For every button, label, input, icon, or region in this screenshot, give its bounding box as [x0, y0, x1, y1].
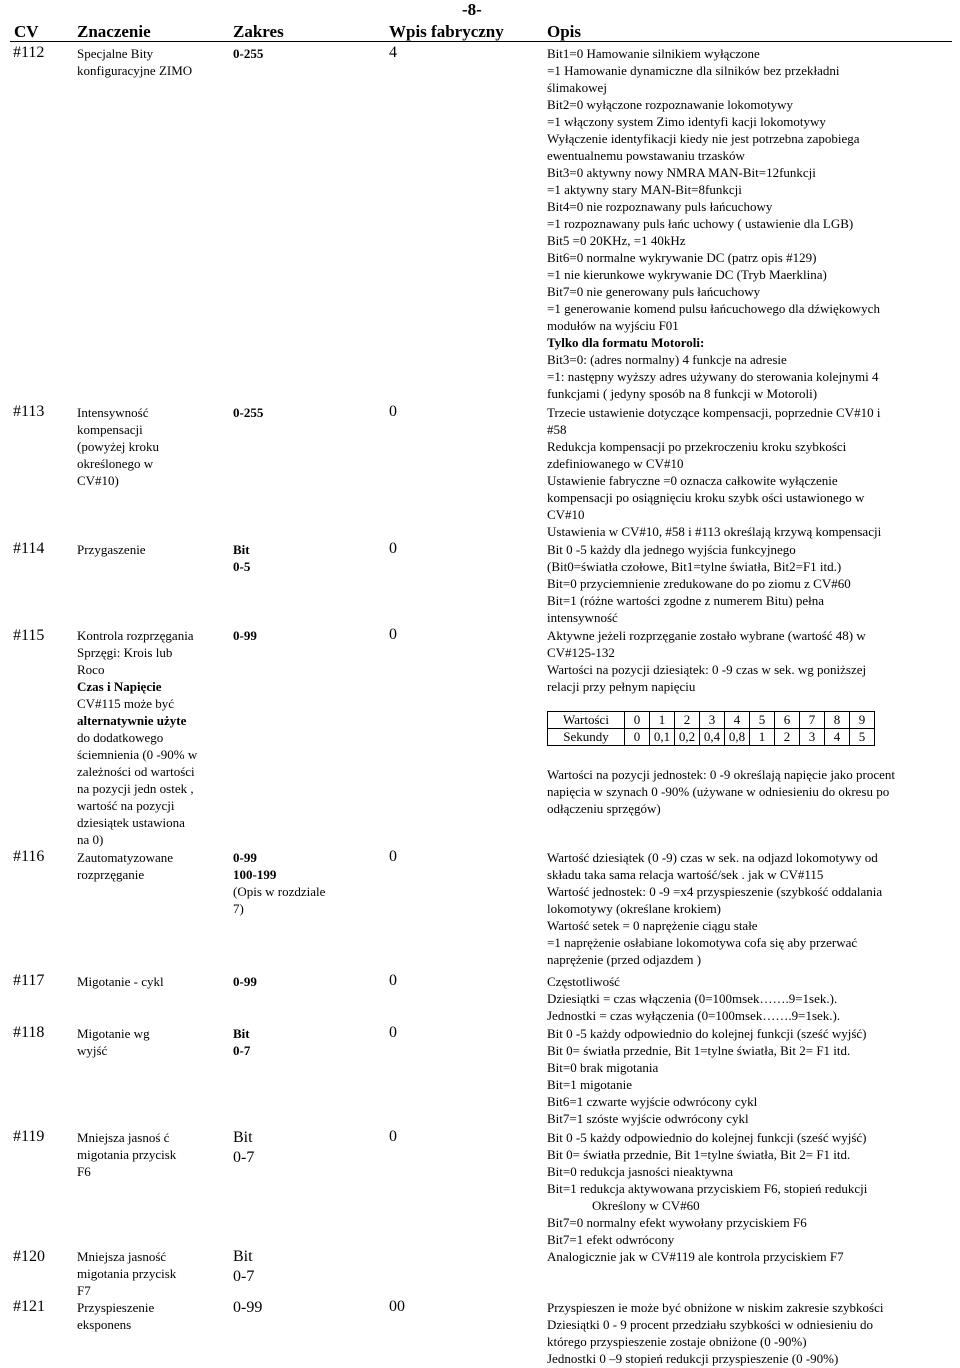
cv-default: 0 [389, 848, 397, 865]
cv-number: #121 [13, 1298, 45, 1315]
cv-description: Aktywne jeżeli rozprzęganie zostało wybrane (wartość 48) w CV#125-132 Wartości na pozycji dziesiątek: 0 -9 czas w sek. wg poniższej relacji przy pełnym napięciu [547, 628, 867, 694]
cv-range: 0-99 [233, 974, 257, 989]
cv-name: Kontrola rozprzęgania Sprzęgi: Krois lub Roco Czas i Napięcie CV#115 może być alternatywnie użyte do dodatkowego ściemnienia (0 -90% w zależności od wartości na pozycji jedn ostek , wartość na pozycji dziesiątek ustawiona na 0) [77, 628, 198, 847]
cv-name: Zautomatyzowane rozprzęganie [77, 850, 174, 882]
header-cv: CV [14, 22, 39, 41]
cv-name: Mniejsza jasnoś ć migotania przycisk F6 [77, 1130, 177, 1179]
cv-range: 0-255 [233, 405, 264, 420]
cv-name: Migotanie - cykl [77, 974, 164, 989]
cv-number: #116 [13, 848, 45, 865]
cv-name: Przygaszenie [77, 542, 146, 557]
cv-number: #117 [13, 972, 45, 989]
cv-number: #113 [13, 403, 45, 420]
cv-name: Migotanie wg wyjść [77, 1026, 150, 1058]
cv-default: 4 [389, 44, 397, 61]
cv-name: Przyspieszenie eksponens [77, 1300, 155, 1332]
cv-number: #120 [13, 1248, 45, 1265]
cv-default: 0 [389, 1128, 397, 1145]
cv-range: 0-255 [233, 46, 264, 61]
header-znaczenie: Znaczenie [77, 22, 151, 41]
cv-default: 00 [389, 1298, 405, 1315]
cv-range: Bit 0-7 [233, 1248, 255, 1285]
header-rule [10, 41, 952, 42]
cv-number: #119 [13, 1128, 45, 1145]
cv-description: Bit 0 -5 każdy odpowiednio do kolejnej funkcji (sześć wyjść) Bit 0= światła przednie, Bit 1=tylne światła, Bit 2= F1 itd. Bit=0 brak migotania Bit=1 migotanie Bit6=1 czwarte wyjście odwrócony cykl Bit7=1 szóste wyjście odwrócony cykl [547, 1026, 867, 1126]
cv-range: 0-99 100-199 (Opis w rozdziale 7) [233, 850, 326, 916]
timing-table [547, 711, 875, 746]
cv-name: Intensywność kompensacji (powyżej kroku określonego w CV#10) [77, 405, 159, 488]
cv-name: Specjalne Bity konfiguracyjne ZIMO [77, 46, 193, 78]
header-opis: Opis [547, 22, 582, 41]
cv-number: #115 [13, 627, 45, 644]
cv-range: 0-99 [233, 628, 257, 643]
cv-name: Mniejsza jasność migotania przycisk F7 [77, 1249, 177, 1298]
cv-description: Wartość dziesiątek (0 -9) czas w sek. na odjazd lokomotywy od składu taka sama relacja wartość/sek . jak w CV#115 Wartość jednostek: 0 -9 =x4 przyspieszenie (szybkość oddalania lokomotywy (określane krokiem) Wartość setek = 0 naprężenie ciągu stałe =1 naprężenie osłabiane lokomotywa cofa się aby przerwać naprężenie (przed odjazdem ) [547, 850, 883, 967]
cv-range: 0-99 [233, 1299, 263, 1316]
cv-description: Bit1=0 Hamowanie silnikiem wyłączone =1 Hamowanie dynamiczne dla silników bez przekładni ślimakowej Bit2=0 wyłączone rozpoznawanie lokomotywy =1 włączony system Zimo identyfi kacji lokomotywy Wyłączenie identyfikacji kiedy nie jest potrzebna zapobiega ewentualnemu powstawaniu trzasków Bit3=0 aktywny nowy NMRA MAN-Bit=12funkcji =1 aktywny stary MAN-Bit=8funkcji Bit4=0 nie rozpoznawany puls łańcuchowy =1 rozpoznawany puls łańc uchowy ( ustawienie dla LGB) Bit5 =0 20KHz, =1 40kHz Bit6=0 normalne wykrywanie DC (patrz opis #129) =1 nie kierunkowe wykrywanie DC (Tryb Maerklina) Bit7=0 nie generowany puls łańcuchowy =1 generowanie komend pulsu łańcuchowego dla dźwiękowych modułów na wyjściu F01 Tylko dla formatu Motoroli: Bit3=0: (adres normalny) 4 funkcje na adresie =1: następny wyższy adres używany do sterowania kolejnymi 4 funkcjami ( jedyny sposób na 8 funkcji w Motoroli) [547, 46, 880, 401]
cv-range: Bit 0-7 [233, 1129, 255, 1166]
cv-default: 0 [389, 626, 397, 643]
cv-default: 0 [389, 540, 397, 557]
cv-description: Bit 0 -5 każdy odpowiednio do kolejnej funkcji (sześć wyjść) Bit 0= światła przednie, Bit 1=tylne światła, Bit 2= F1 itd. Bit=0 redukcja jasności nieaktywna Bit=1 redukcja aktywowana przyciskiem F6, stopień redukcji Określony w CV#60 Bit7=0 normalny efekt wywołany przyciskiem F6 Bit7=1 efekt odwrócony [547, 1130, 868, 1247]
page-number: -8- [462, 0, 482, 19]
cv-default: 0 [389, 1024, 397, 1041]
cv-number: #112 [13, 44, 45, 61]
cv-default: 0 [389, 972, 397, 989]
cv-description: Częstotliwość Dziesiątki = czas włączenia (0=100msek…….9=1sek.). Jednostki = czas wyłączenia (0=100msek…….9=1sek.). [547, 974, 841, 1023]
cv-description: Trzecie ustawienie dotyczące kompensacji, poprzednie CV#10 i #58 Redukcja kompensacji po przekroczeniu kroku szybkości zdefiniowanego w CV#10 Ustawienie fabryczne =0 oznacza całkowite wyłączenie kompensacji po osiągnięciu kroku szybk ości ustawionego w CV#10 Ustawienia w CV#10, #58 i #113 określają krzywą kompensacji [547, 405, 882, 539]
cv-range: Bit 0-7 [233, 1026, 251, 1058]
cv-default: 0 [389, 403, 397, 420]
header-wpis: Wpis fabryczny [389, 22, 504, 41]
cv-description: Analogicznie jak w CV#119 ale kontrola przyciskiem F7 [547, 1249, 844, 1264]
cv-description: Bit 0 -5 każdy dla jednego wyjścia funkcyjnego (Bit0=światła czołowe, Bit1=tylne światła, Bit2=F1 itd.) Bit=0 przyciemnienie zredukowane do po ziomu z CV#60 Bit=1 (różne wartości zgodne z numerem Bitu) pełna intensywność [547, 542, 851, 625]
cv-description: Przyspieszen ie może być obniżone w niskim zakresie szybkości Dziesiątki 0 - 9 procent przedziału szybkości w odniesieniu do którego przyspieszenie zostaje obniżone (0 -90%) Jednostki 0 –9 stopień redukcji przyspieszenie (0 -90%) [547, 1300, 884, 1366]
cv-range: Bit 0-5 [233, 542, 251, 574]
table-row: Wartości 0 1 2 3 4 5 6 7 8 9 [548, 712, 875, 729]
header-zakres: Zakres [233, 22, 284, 41]
table-row: Sekundy 0 0,1 0,2 0,4 0,8 1 2 3 4 5 [548, 729, 875, 746]
cv-number: #118 [13, 1024, 45, 1041]
cv-description-continued: Wartości na pozycji jednostek: 0 -9 określają napięcie jako procent napięcia w szynach 0 -90% (używane w odniesieniu do okresu po odłączeniu sprzęgów) [547, 767, 896, 816]
cv-number: #114 [13, 540, 45, 557]
